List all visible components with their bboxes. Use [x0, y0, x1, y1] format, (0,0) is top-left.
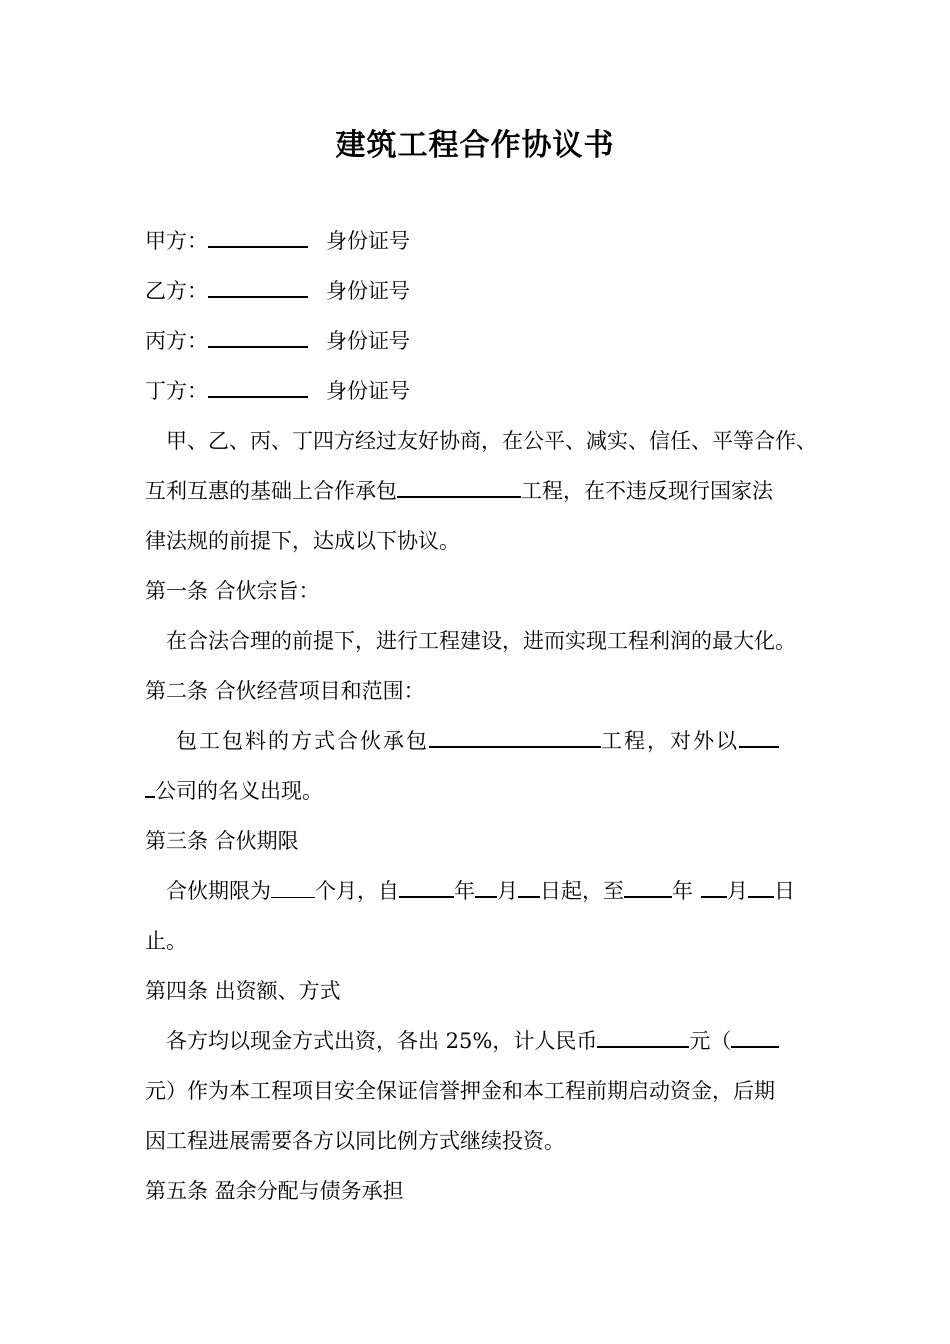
- article-3-text: 日起，至: [540, 879, 624, 903]
- party-label: 甲方：: [145, 229, 208, 253]
- party-row-d: [145, 376, 410, 406]
- amount-words-blank: [731, 1028, 779, 1048]
- article-5-heading: 第五条 盈余分配与债务承担: [145, 1179, 404, 1203]
- article-4-text: 各方均以现金方式出资，各出 25%，计人民币: [166, 1029, 598, 1053]
- intro-text: 互利互惠的基础上合作承包: [145, 479, 397, 503]
- end-month-blank: [701, 878, 727, 898]
- article-3-heading: 第三条 合伙期限: [145, 829, 299, 853]
- article-2-body-line-2: [145, 776, 323, 806]
- party-row-a: [145, 226, 410, 256]
- document-title: 建筑工程合作协议书: [335, 128, 615, 163]
- project-name-blank: [397, 478, 521, 498]
- article-3-text: 日: [774, 879, 795, 903]
- article-4-heading: 第四条 出资额、方式: [145, 979, 341, 1003]
- article-4-body-line-1: [166, 1026, 779, 1056]
- end-day-blank: [748, 878, 774, 898]
- party-label: 乙方：: [145, 279, 208, 303]
- party-name-blank: [208, 278, 308, 298]
- start-day-blank: [518, 878, 540, 898]
- start-month-blank: [475, 878, 497, 898]
- party-name-blank: [208, 378, 308, 398]
- article-2-text: 包工包料的方式合伙承包: [176, 729, 429, 753]
- article-2-text: 公司的名义出现。: [155, 779, 323, 803]
- project-name-blank: [429, 728, 601, 748]
- party-id-label: 身份证号: [326, 229, 410, 253]
- article-2-heading: 第二条 合伙经营项目和范围：: [145, 679, 425, 703]
- article-3-text: 年: [454, 879, 475, 903]
- article-3-text: 年: [672, 879, 693, 903]
- party-id-label: 身份证号: [326, 379, 410, 403]
- article-2-text: 工程，对外以: [601, 729, 739, 753]
- article-4-text: 元（: [689, 1029, 732, 1053]
- article-3-text: 月: [497, 879, 518, 903]
- company-name-blank: [739, 728, 779, 748]
- company-name-blank: [145, 778, 155, 798]
- article-2-body-line-1: [176, 726, 779, 756]
- party-id-label: 身份证号: [326, 329, 410, 353]
- article-1-heading: 第一条 合伙宗旨：: [145, 579, 320, 603]
- intro-line-2: [145, 476, 773, 506]
- intro-line-1: 甲、乙、丙、丁四方经过友好协商，在公平、减实、信任、平等合作、: [166, 429, 817, 453]
- party-name-blank: [208, 228, 308, 248]
- party-label: 丁方：: [145, 379, 208, 403]
- article-4-body-line-2: 元）作为本工程项目安全保证信誉押金和本工程前期启动资金，后期: [145, 1079, 775, 1103]
- intro-text: 工程，在不违反现行国家法: [521, 479, 773, 503]
- article-3-text: 合伙期限为: [166, 879, 271, 903]
- months-blank: [271, 879, 315, 898]
- article-3-body-line-2: 止。: [145, 929, 187, 953]
- article-1-body: 在合法合理的前提下，进行工程建设，进而实现工程利润的最大化。: [166, 629, 796, 653]
- article-3-body-line-1: [166, 876, 795, 906]
- intro-line-3: 律法规的前提下，达成以下协议。: [145, 529, 460, 553]
- party-row-c: [145, 326, 410, 356]
- party-id-label: 身份证号: [326, 279, 410, 303]
- amount-blank: [597, 1028, 689, 1048]
- article-3-text: 个月，自: [315, 879, 399, 903]
- article-3-text: 月: [727, 879, 748, 903]
- article-4-body-line-3: 因工程进展需要各方以同比例方式继续投资。: [145, 1129, 565, 1153]
- party-row-b: [145, 276, 410, 306]
- party-name-blank: [208, 328, 308, 348]
- party-label: 丙方：: [145, 329, 208, 353]
- end-year-blank: [624, 878, 672, 898]
- start-year-blank: [399, 878, 454, 898]
